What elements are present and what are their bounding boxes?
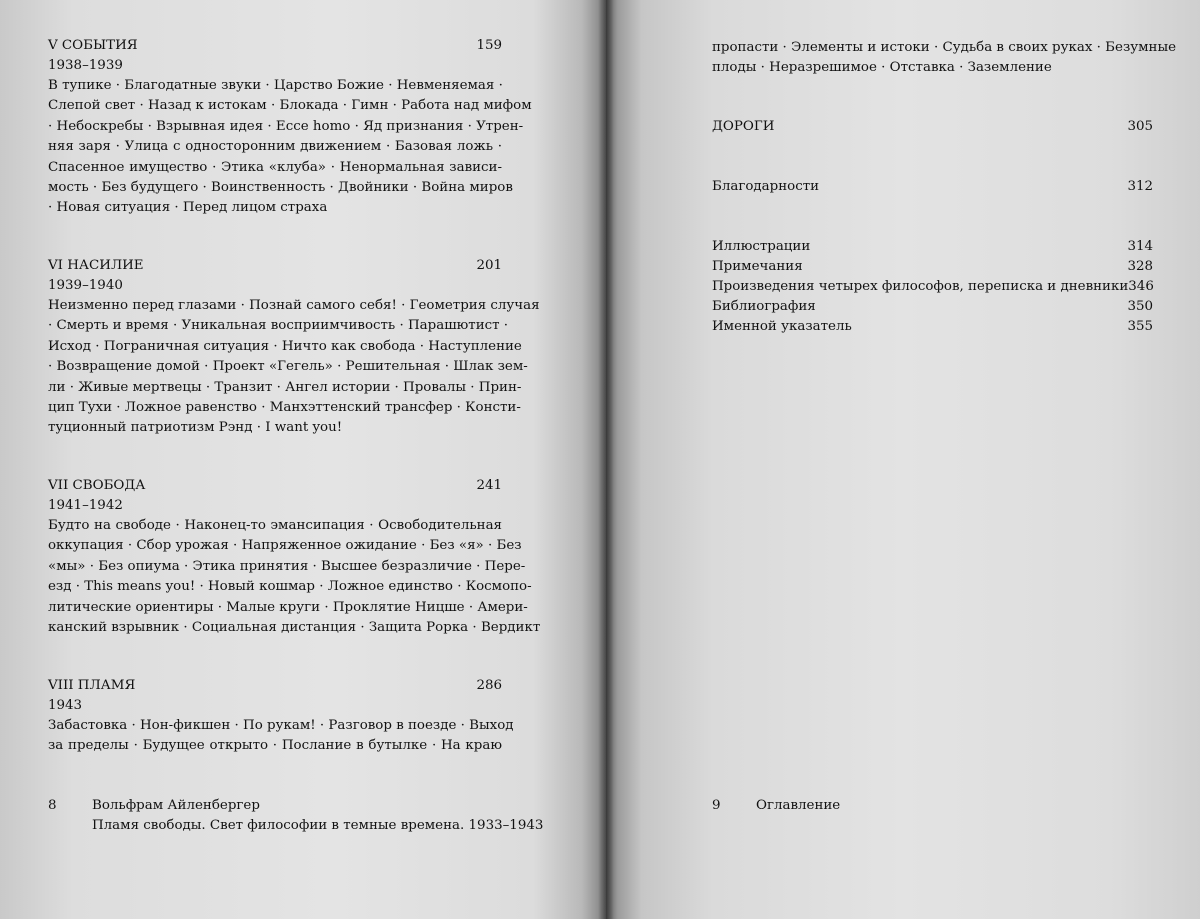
contents-line: Будто на свободе · Наконец-то эмансипация · Освободительная bbox=[48, 518, 502, 533]
contents-line: Неизменно перед глазами · Познай самого себя! · Геометрия случая bbox=[48, 298, 540, 313]
section-header bbox=[48, 36, 502, 56]
left-page-number: 8 bbox=[48, 798, 57, 813]
contents-line: канский взрывник · Социальная дистанция · Защита Рорка · Вердикт bbox=[48, 620, 541, 636]
toc-entry-page: 328 bbox=[1127, 259, 1153, 274]
contents-line: за пределы · Будущее открыто · Послание в бутылке · На краю bbox=[48, 738, 502, 754]
toc-section-vi bbox=[48, 256, 540, 439]
contents-line: В тупике · Благодатные звуки · Царство Божие · Невменяемая · bbox=[48, 78, 503, 93]
toc-entry-title: Примечания bbox=[712, 259, 803, 274]
toc-entry-title: Библиография bbox=[712, 299, 816, 314]
section-header bbox=[48, 256, 502, 276]
book-gutter-shadow bbox=[598, 0, 614, 919]
toc-entry-page: 312 bbox=[1127, 179, 1153, 194]
section-dates: 1938–1939 bbox=[48, 58, 123, 73]
toc-entry-notes bbox=[712, 257, 1153, 277]
footer-author: Вольфрам Айленбергер bbox=[92, 798, 260, 813]
right-page bbox=[606, 0, 1200, 919]
toc-entry-illustrations bbox=[712, 237, 1153, 257]
section-header bbox=[48, 676, 502, 696]
toc-section-vii bbox=[48, 476, 541, 638]
contents-line: · Смерть и время · Уникальная восприимчивость · Парашютист · bbox=[48, 318, 509, 334]
toc-entry-roads bbox=[712, 117, 1153, 137]
toc-entry-name-index bbox=[712, 317, 1153, 337]
section-page-number: 159 bbox=[476, 38, 502, 53]
toc-entry-title: Благодарности bbox=[712, 179, 820, 194]
contents-line: оккупация · Сбор урожая · Напряженное ожидание · Без «я» · Без bbox=[48, 538, 522, 554]
section-title: V СОБЫТИЯ bbox=[48, 38, 138, 53]
contents-line: · Новая ситуация · Перед лицом страха bbox=[48, 200, 328, 216]
section-header bbox=[48, 476, 502, 496]
footer-running-title: Оглавление bbox=[756, 798, 841, 813]
toc-entry-page: 355 bbox=[1127, 319, 1153, 334]
section-page-number: 286 bbox=[476, 678, 502, 693]
section-contents bbox=[48, 76, 532, 219]
contents-continuation-line: пропасти · Элементы и истоки · Судьба в своих руках · Безумные bbox=[712, 40, 1177, 55]
toc-entry-title: Произведения четырех философов, переписка и дневники bbox=[712, 279, 1129, 294]
footer-book-title: Пламя свободы. Свет философии в темные времена. 1933–1943 bbox=[92, 818, 544, 833]
section-title: VI НАСИЛИЕ bbox=[48, 258, 144, 273]
toc-entry-page: 346 bbox=[1128, 279, 1154, 294]
toc-section-v bbox=[48, 36, 532, 219]
toc-section-viii bbox=[48, 676, 514, 757]
toc-entry-acknowledgements bbox=[712, 177, 1153, 197]
contents-line: цип Тухи · Ложное равенство · Манхэттенский трансфер · Консти- bbox=[48, 400, 521, 416]
contents-line: туционный патриотизм Рэнд · I want you! bbox=[48, 420, 343, 436]
toc-entry-page: 350 bbox=[1127, 299, 1153, 314]
contents-continuation-line: плоды · Неразрешимое · Отставка · Заземление bbox=[712, 60, 1052, 75]
contents-line: Спасенное имущество · Этика «клуба» · Ненормальная зависи- bbox=[48, 159, 502, 175]
section-contents bbox=[48, 516, 541, 638]
contents-line: езд · This means you! · Новый кошмар · Ложное единство · Космопо- bbox=[48, 579, 532, 595]
contents-line: мость · Без будущего · Воинственность · Двойники · Война миров bbox=[48, 180, 513, 196]
toc-entry-works bbox=[712, 277, 1153, 297]
section-dates: 1941–1942 bbox=[48, 498, 123, 513]
contents-line: Забастовка · Нон-фикшен · По рукам! · Разговор в поезде · Выход bbox=[48, 718, 514, 733]
section-contents bbox=[48, 296, 540, 439]
contents-line: «мы» · Без опиума · Этика принятия · Высшее безразличие · Пере- bbox=[48, 558, 526, 574]
contents-line: няя заря · Улица с односторонним движением · Базовая ложь · bbox=[48, 139, 502, 155]
section-title: VIII ПЛАМЯ bbox=[48, 678, 136, 693]
toc-entry-title: ДОРОГИ bbox=[712, 119, 775, 134]
section-title: VII СВОБОДА bbox=[48, 478, 146, 493]
section-contents bbox=[48, 716, 514, 757]
toc-entry-page: 314 bbox=[1127, 239, 1153, 254]
toc-entry-title: Именной указатель bbox=[712, 319, 852, 334]
right-page-number: 9 bbox=[712, 798, 721, 813]
contents-line: Слепой свет · Назад к истокам · Блокада · Гимн · Работа над мифом bbox=[48, 98, 532, 114]
contents-line: · Небоскребы · Взрывная идея · Ecce homo · Яд признания · Утрен- bbox=[48, 118, 524, 134]
section-dates: 1939–1940 bbox=[48, 278, 123, 293]
toc-entry-title: Иллюстрации bbox=[712, 239, 811, 254]
section-dates: 1943 bbox=[48, 698, 83, 713]
toc-entry-bibliography bbox=[712, 297, 1153, 317]
contents-line: Исход · Пограничная ситуация · Ничто как свобода · Наступление bbox=[48, 338, 522, 354]
toc-entry-page: 305 bbox=[1127, 119, 1153, 134]
contents-line: литические ориентиры · Малые круги · Проклятие Ницше · Амери- bbox=[48, 599, 528, 615]
contents-line: ли · Живые мертвецы · Транзит · Ангел истории · Провалы · Прин- bbox=[48, 379, 522, 395]
section-page-number: 201 bbox=[476, 258, 502, 273]
contents-line: · Возвращение домой · Проект «Гегель» · Решительная · Шлак зем- bbox=[48, 359, 528, 375]
section-page-number: 241 bbox=[476, 478, 502, 493]
